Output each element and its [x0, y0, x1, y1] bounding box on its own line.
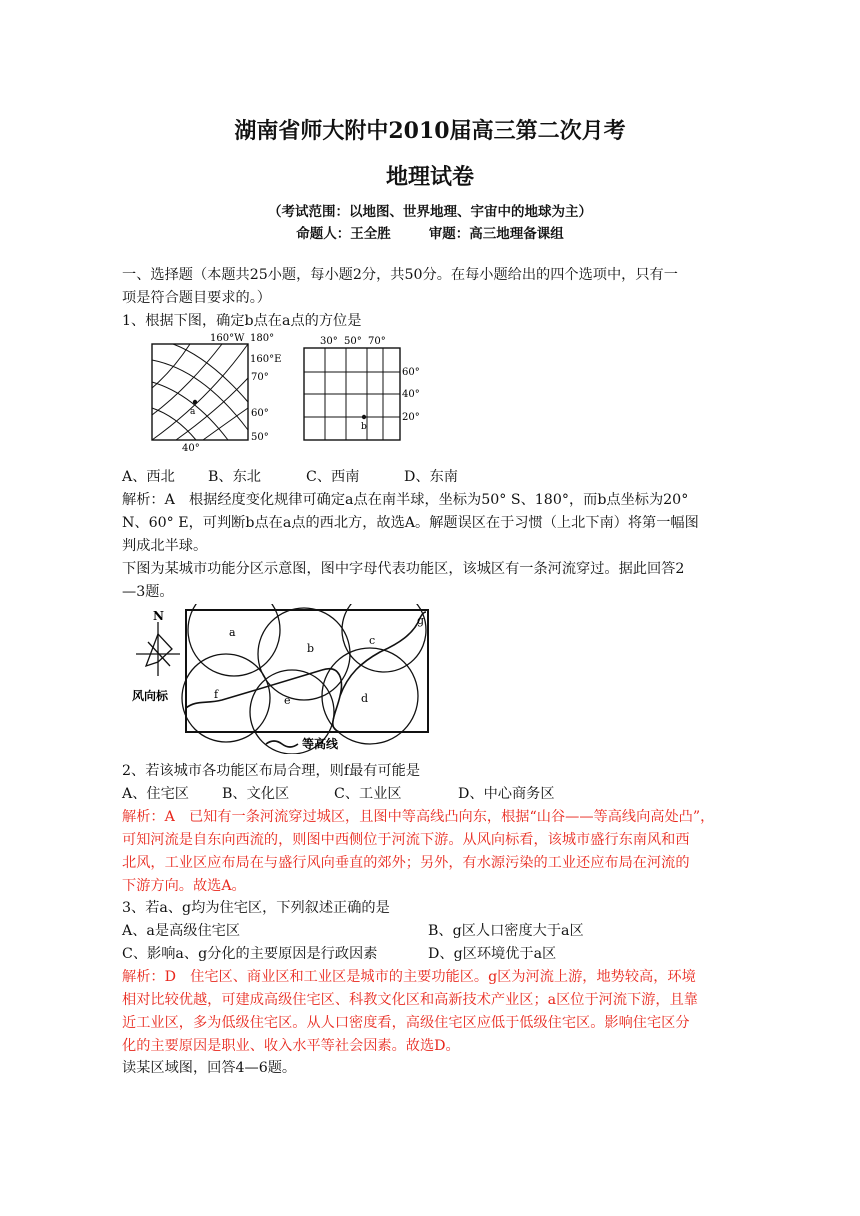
q3-option-b: B、g区人口密度大于a区	[428, 923, 584, 939]
q1-fig1-lat50: 50°	[251, 432, 269, 443]
zone-f: f	[214, 688, 219, 701]
q2-option-a: A、住宅区	[122, 786, 189, 802]
q1-fig1-lon-180: 180°	[250, 333, 275, 344]
contour-label: 等高线	[302, 737, 339, 751]
q1-option-a: A、西北	[122, 469, 175, 485]
q3-options-row1	[122, 920, 738, 943]
q1-option-c: C、西南	[306, 469, 360, 485]
q2-option-b: B、文化区	[222, 786, 290, 802]
q1-fig1-lon-e: 160°E	[250, 354, 282, 365]
q3-options-row2	[122, 943, 738, 966]
q3-option-c: C、影响a、g分化的主要原因是行政因素	[122, 946, 378, 962]
zone-c: c	[369, 634, 376, 647]
exam-reviewer: 审题：高三地理备课组	[428, 226, 564, 242]
north-label: N	[153, 609, 164, 623]
q3-stem: 3、若a、g均为住宅区，下列叙述正确的是	[122, 900, 390, 916]
q1-analysis: 解析：A 根据经度变化规律可确定a点在南半球，坐标为50° S、180°，而b点坐标为20° N、60° E，可判断b点在a点的西北方，故选A。解题误区在于习惯（上北下南）将第一幅图 判成北半球。	[122, 492, 699, 554]
wind-rose-label: 风向标	[132, 689, 169, 703]
exam-author: 命题人：王全胜	[296, 226, 391, 242]
zone-b: b	[307, 642, 315, 655]
exam-scope: （考试范围：以地图、世界地理、宇宙中的地球为主）	[268, 204, 592, 220]
q1-option-b: B、东北	[208, 469, 261, 485]
q1-fig2-lon50: 50°	[344, 336, 362, 347]
q1-fig1-lon-w: 160°W	[210, 333, 245, 344]
q2-stem: 2、若该城市各功能区布局合理，则f最有可能是	[122, 763, 421, 779]
q2-options	[122, 783, 738, 806]
q1-fig1-lat60: 60°	[251, 408, 269, 419]
city-zoning-map	[126, 604, 436, 754]
q1-fig2-lat20: 20°	[402, 412, 420, 423]
q1-fig2-lon30: 30°	[320, 336, 338, 347]
q1-option-d: D、东南	[404, 469, 458, 485]
q23-intro: 下图为某城市功能分区示意图，图中字母代表功能区，该城区有一条河流穿过。据此回答2 —3题。	[122, 561, 685, 600]
q3-analysis: 解析：D 住宅区、商业区和工业区是城市的主要功能区。g区为河流上游，地势较高，环境 相对比较优越，可建成高级住宅区、科教文化区和高新技术产业区；a区位于河流下游，且靠 近工业区，多为低级住宅区。从人口密度看，高级住宅区应低于低级住宅区。影响住宅区分 化的主要原因是职业、收入水平等社会因素。故选D。	[122, 969, 698, 1054]
zone-a: a	[229, 626, 236, 639]
zone-e: e	[284, 694, 291, 707]
q1-figure-left	[148, 330, 298, 455]
q1-fig2-point-b: b	[361, 422, 367, 432]
zone-d: d	[361, 692, 369, 705]
q3-option-d: D、g区环境优于a区	[428, 946, 557, 962]
q1-stem: 1、根据下图，确定b点在a点的方位是	[122, 313, 362, 329]
wind-rose	[136, 622, 180, 676]
q1-fig2-lat40: 40°	[402, 389, 420, 400]
q1-fig1-lon40: 40°	[182, 443, 200, 454]
exam-subtitle: 地理试卷	[385, 164, 474, 190]
q1-fig1-lat70: 70°	[251, 372, 269, 383]
exam-title: 湖南省师大附中2010届高三第二次月考	[234, 118, 626, 144]
q1-fig2-lon70: 70°	[368, 336, 386, 347]
q1-fig1-point-a: a	[190, 407, 196, 417]
q2-analysis: 解析：A 已知有一条河流穿过城区，且图中等高线凸向东，根据“山谷——等高线向高处凸”， 可知河流是自东向西流的，则图中西侧位于河流下游。从风向标看，该城市盛行东南风和西 北风，工业区应布局在与盛行风向垂直的郊外；另外，有水源污染的工业还应布局在河流的 下游方向。故选A。	[122, 809, 715, 894]
q2-option-d: D、中心商务区	[458, 786, 555, 802]
q3-option-a: A、a是高级住宅区	[122, 923, 241, 939]
q46-intro: 读某区域图，回答4—6题。	[122, 1060, 297, 1076]
exam-credits	[0, 222, 860, 242]
section-intro: 一、选择题（本题共25小题，每小题2分，共50分。在每小题给出的四个选项中，只有一 项是符合题目要求的。）	[122, 267, 678, 306]
q2-option-c: C、工业区	[334, 786, 402, 802]
q1-figure-right	[300, 330, 430, 455]
q1-options	[122, 466, 738, 489]
q1-fig2-lat60: 60°	[402, 367, 420, 378]
zone-g: g	[417, 614, 425, 627]
